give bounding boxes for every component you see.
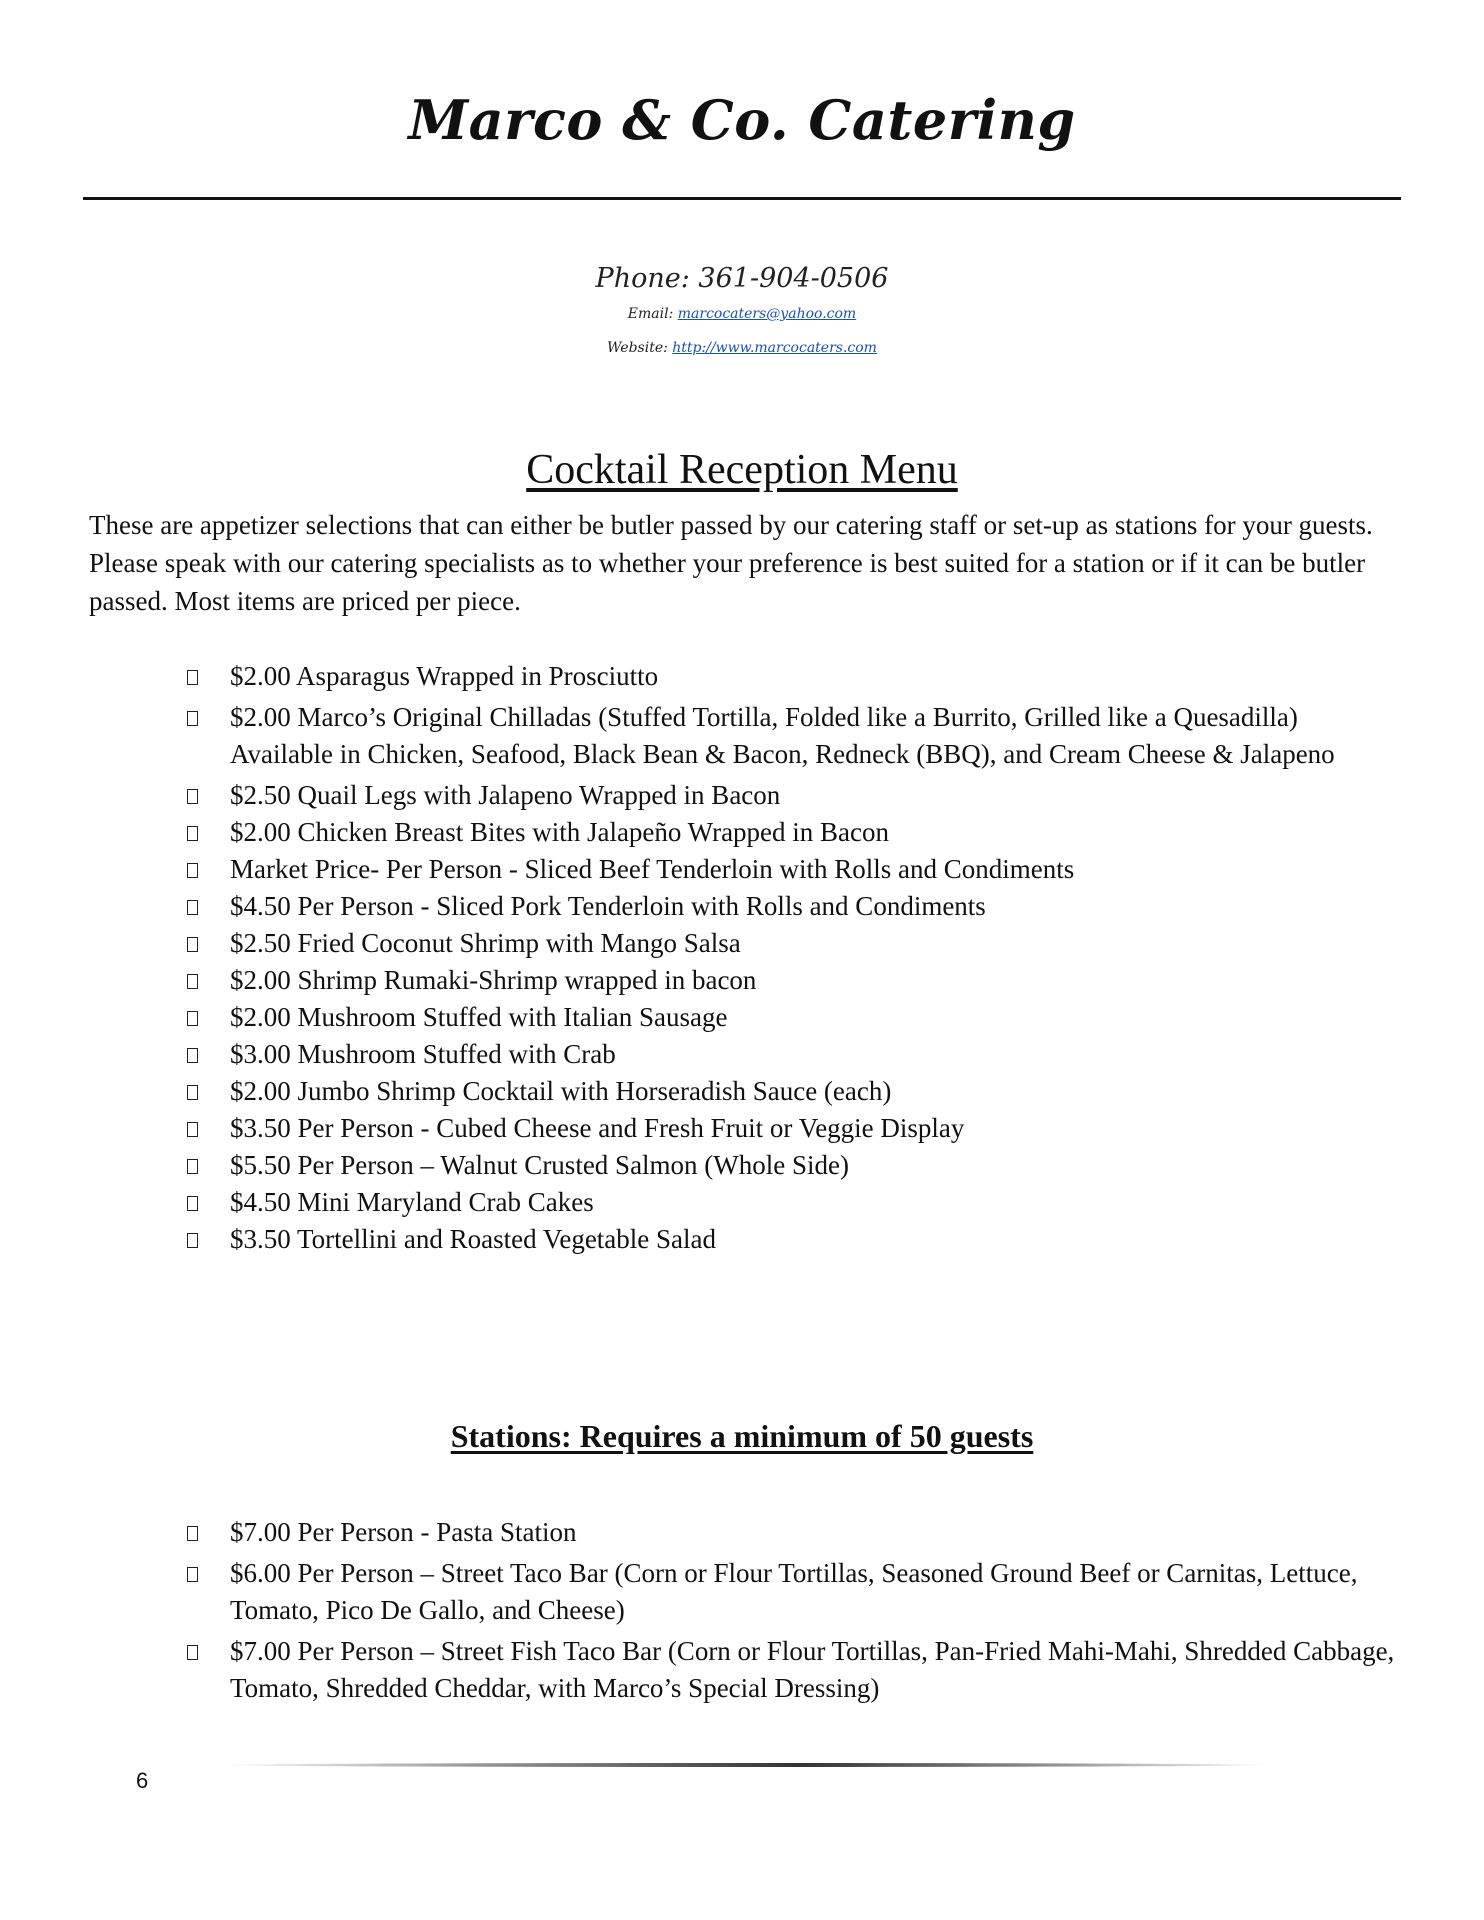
station-item-text: $7.00 Per Person – Street Fish Taco Bar (Corn or Flour Tortillas, Pan-Fried Mahi-Mahi, Shredded Cabbage, Tomato, Shredded Cheddar, with Marco’s Special Dressing) — [230, 1636, 1395, 1703]
website-line — [0, 340, 1484, 356]
checkbox-icon — [187, 1011, 198, 1026]
checkbox-icon — [187, 863, 198, 878]
list-item — [186, 999, 1406, 1036]
menu-item-text: $4.50 Per Person - Sliced Pork Tenderloin with Rolls and Condiments — [230, 891, 986, 921]
checkbox-icon — [187, 1567, 198, 1582]
menu-item-text: $2.00 Chicken Breast Bites with Jalapeño Wrapped in Bacon — [230, 817, 890, 847]
stations-list — [186, 1514, 1406, 1707]
checkbox-icon — [187, 937, 198, 952]
list-item — [186, 962, 1406, 999]
footer-divider — [220, 1763, 1270, 1767]
station-item-text: $6.00 Per Person – Street Taco Bar (Corn or Flour Tortillas, Seasoned Ground Beef or Carnitas, Lettuce, Tomato, Pico De Gallo, and Cheese) — [230, 1558, 1358, 1625]
menu-item-text: $3.50 Tortellini and Roasted Vegetable Salad — [230, 1224, 717, 1254]
list-item — [186, 1073, 1406, 1110]
list-item — [186, 777, 1406, 814]
list-item — [186, 814, 1406, 851]
menu-item-text: $2.00 Marco’s Original Chilladas (Stuffed Tortilla, Folded like a Burrito, Grilled like a Quesadilla) Available in Chicken, Seafood, Black Bean & Bacon, Redneck (BBQ), and Cream Cheese & Jalapeno — [230, 702, 1335, 769]
checkbox-icon — [187, 1048, 198, 1063]
phone-number: Phone: 361-904-0506 — [595, 263, 889, 294]
list-item — [186, 1036, 1406, 1073]
checkbox-icon — [187, 1645, 198, 1660]
menu-item-text: Market Price- Per Person - Sliced Beef Tenderloin with Rolls and Condiments — [230, 854, 1075, 884]
website-label: Website: — [607, 340, 673, 356]
company-title: Marco & Co. Catering — [408, 88, 1076, 152]
checkbox-icon — [187, 1085, 198, 1100]
list-item — [186, 1633, 1406, 1707]
list-item — [186, 1147, 1406, 1184]
menu-item-text: $2.50 Quail Legs with Jalapeno Wrapped in Bacon — [230, 780, 781, 810]
title-divider — [83, 197, 1401, 200]
checkbox-icon — [187, 670, 198, 685]
menu-item-text: $2.00 Shrimp Rumaki-Shrimp wrapped in bacon — [230, 965, 757, 995]
menu-item-text: $5.50 Per Person – Walnut Crusted Salmon (Whole Side) — [230, 1150, 850, 1180]
list-item — [186, 1555, 1406, 1629]
checkbox-icon — [187, 974, 198, 989]
list-item — [186, 1184, 1406, 1221]
email-label: Email: — [627, 306, 678, 322]
list-item — [186, 699, 1406, 773]
menu-intro: These are appetizer selections that can either be butler passed by our catering staff or set-up as stations for your guests. Please speak with our catering specialists as to whether your preference is best suited for a station or if it can be butler passed. Most items are priced per piece. — [89, 510, 1373, 616]
station-item-text: $7.00 Per Person - Pasta Station — [230, 1517, 577, 1547]
checkbox-icon — [187, 1196, 198, 1211]
list-item — [186, 925, 1406, 962]
list-item — [186, 888, 1406, 925]
menu-item-text: $2.00 Asparagus Wrapped in Prosciutto — [230, 661, 659, 691]
checkbox-icon — [187, 826, 198, 841]
menu-list — [186, 658, 1406, 1258]
list-item — [186, 1110, 1406, 1147]
email-line — [0, 306, 1484, 322]
checkbox-icon — [187, 1526, 198, 1541]
checkbox-icon — [187, 711, 198, 726]
stations-title: Stations: Requires a minimum of 50 guests — [450, 1418, 1034, 1454]
checkbox-icon — [187, 1233, 198, 1248]
page-number: 6 — [136, 1768, 149, 1793]
menu-item-text: $4.50 Mini Maryland Crab Cakes — [230, 1187, 594, 1217]
checkbox-icon — [187, 1159, 198, 1174]
menu-item-text: $2.00 Jumbo Shrimp Cocktail with Horseradish Sauce (each) — [230, 1076, 892, 1106]
menu-item-text: $2.50 Fried Coconut Shrimp with Mango Salsa — [230, 928, 741, 958]
menu-title: Cocktail Reception Menu — [526, 447, 958, 493]
checkbox-icon — [187, 1122, 198, 1137]
email-link[interactable]: marcocaters@yahoo.com — [677, 306, 857, 322]
list-item — [186, 1221, 1406, 1258]
menu-item-text: $2.00 Mushroom Stuffed with Italian Sausage — [230, 1002, 728, 1032]
checkbox-icon — [187, 900, 198, 915]
list-item — [186, 851, 1406, 888]
website-link[interactable]: http://www.marcocaters.com — [672, 340, 877, 356]
list-item — [186, 1514, 1406, 1551]
menu-item-text: $3.00 Mushroom Stuffed with Crab — [230, 1039, 616, 1069]
list-item — [186, 658, 1406, 695]
menu-item-text: $3.50 Per Person - Cubed Cheese and Fresh Fruit or Veggie Display — [230, 1113, 965, 1143]
checkbox-icon — [187, 789, 198, 804]
